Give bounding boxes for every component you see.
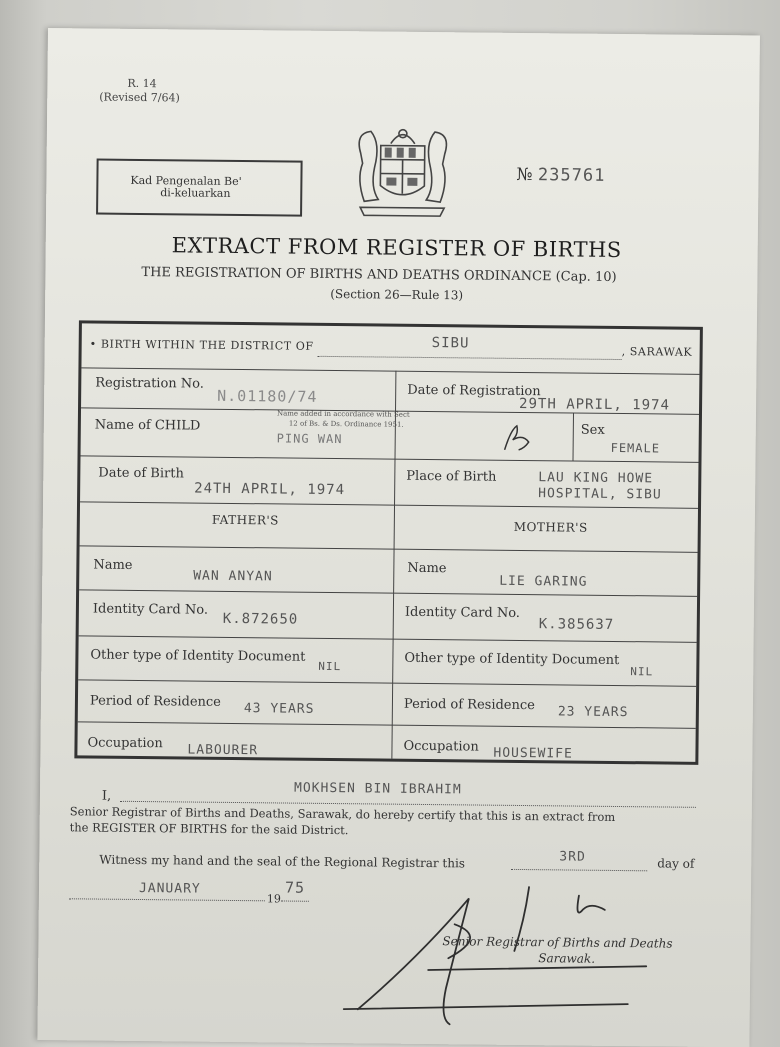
kad-line1: Kad Pengenalan Be'	[130, 175, 300, 189]
witness-year: 75	[285, 879, 305, 897]
child-name-note-2: 12 of Bs. & Ds. Ordinance 1951.	[289, 420, 404, 429]
registration-no-label: Registration No.	[95, 376, 204, 392]
kad-line2: di-keluarkan	[130, 187, 300, 201]
ordinance-subtitle: THE REGISTRATION OF BIRTHS AND DEATHS ORDINANCE (Cap. 10)	[141, 265, 616, 285]
place-of-birth-label: Place of Birth	[406, 469, 496, 485]
district-value: SIBU	[432, 335, 470, 351]
place-of-birth-line1: LAU KING HOWE	[538, 470, 653, 486]
document-title: EXTRACT FROM REGISTER OF BIRTHS	[172, 233, 622, 262]
serial-prefix: №	[516, 165, 532, 185]
mother-residence-label: Period of Residence	[404, 697, 535, 713]
mother-occupation-value: HOUSEWIFE	[493, 746, 573, 762]
certification-line1: Senior Registrar of Births and Deaths, Sarawak, do hereby certify that this is an extract from	[70, 804, 616, 824]
father-residence-value: 43 YEARS	[244, 701, 315, 717]
day-of-text: day of	[657, 856, 694, 870]
registration-no-value: N.01180/74	[217, 387, 317, 406]
registrar-name: MOKHSEN BIN IBRAHIM	[294, 781, 462, 798]
signature-place: Sarawak.	[538, 951, 595, 966]
mother-occupation-label: Occupation	[403, 739, 478, 755]
sex-value: FEMALE	[611, 441, 661, 456]
date-of-birth-label: Date of Birth	[98, 466, 184, 482]
witness-text: Witness my hand and the seal of the Regional Registrar this	[99, 853, 465, 871]
mother-name-value: LIE GARING	[499, 574, 587, 590]
form-code: R. 14	[127, 77, 156, 90]
identity-card-box	[96, 159, 303, 217]
sex-label: Sex	[581, 423, 605, 438]
district-suffix: , SARAWAK	[622, 345, 693, 359]
serial-number: 235761	[538, 165, 606, 186]
father-occupation-label: Occupation	[87, 735, 162, 751]
certification-line2: the REGISTER OF BIRTHS for the said District.	[70, 820, 349, 837]
form-revision: (Revised 7/64)	[99, 91, 180, 105]
initials-mark-icon	[501, 420, 537, 454]
place-of-birth-line2: HOSPITAL, SIBU	[538, 486, 662, 502]
mother-section-header: MOTHER'S	[514, 520, 588, 535]
father-name-label: Name	[93, 558, 132, 573]
child-name-label: Name of CHILD	[95, 418, 201, 434]
father-occupation-value: LABOURER	[187, 743, 258, 759]
serial-number-field	[516, 165, 605, 186]
district-label: • BIRTH WITHIN THE DISTRICT OF	[90, 337, 314, 352]
coat-of-arms-icon	[340, 123, 465, 222]
child-name-value: PING WAN	[277, 431, 343, 446]
father-name-value: WAN ANYAN	[193, 569, 273, 585]
mother-residence-value: 23 YEARS	[558, 704, 629, 720]
mother-ic-value: K.385637	[539, 616, 615, 633]
date-of-registration-value: 29TH APRIL, 1974	[519, 396, 670, 414]
mother-other-doc-value: NIL	[630, 665, 653, 678]
father-section-header: FATHER'S	[212, 513, 279, 528]
birth-certificate-document	[37, 28, 760, 1047]
signature-title: Senior Registrar of Births and Deaths	[442, 934, 672, 950]
certification-i: I,	[102, 789, 111, 804]
father-other-doc-value: NIL	[318, 660, 341, 673]
section-reference: (Section 26—Rule 13)	[330, 287, 463, 302]
date-of-birth-value: 24TH APRIL, 1974	[194, 481, 345, 499]
father-ic-value: K.872650	[223, 611, 299, 628]
child-name-note-1: Name added in accordance with Sect	[277, 409, 410, 418]
date-of-registration-label: Date of Registration	[407, 383, 541, 399]
father-other-doc-label: Other type of Identity Document	[90, 647, 305, 664]
mother-other-doc-label: Other type of Identity Document	[404, 651, 619, 668]
mother-ic-label: Identity Card No.	[405, 605, 520, 621]
year-prefix: 19	[267, 892, 281, 905]
father-ic-label: Identity Card No.	[93, 602, 208, 618]
mother-name-label: Name	[407, 561, 446, 576]
witness-month: JANUARY	[139, 881, 201, 897]
witness-day: 3RD	[559, 849, 586, 864]
registrar-signature-icon	[328, 877, 660, 1030]
father-residence-label: Period of Residence	[90, 693, 221, 709]
register-table	[74, 320, 703, 765]
